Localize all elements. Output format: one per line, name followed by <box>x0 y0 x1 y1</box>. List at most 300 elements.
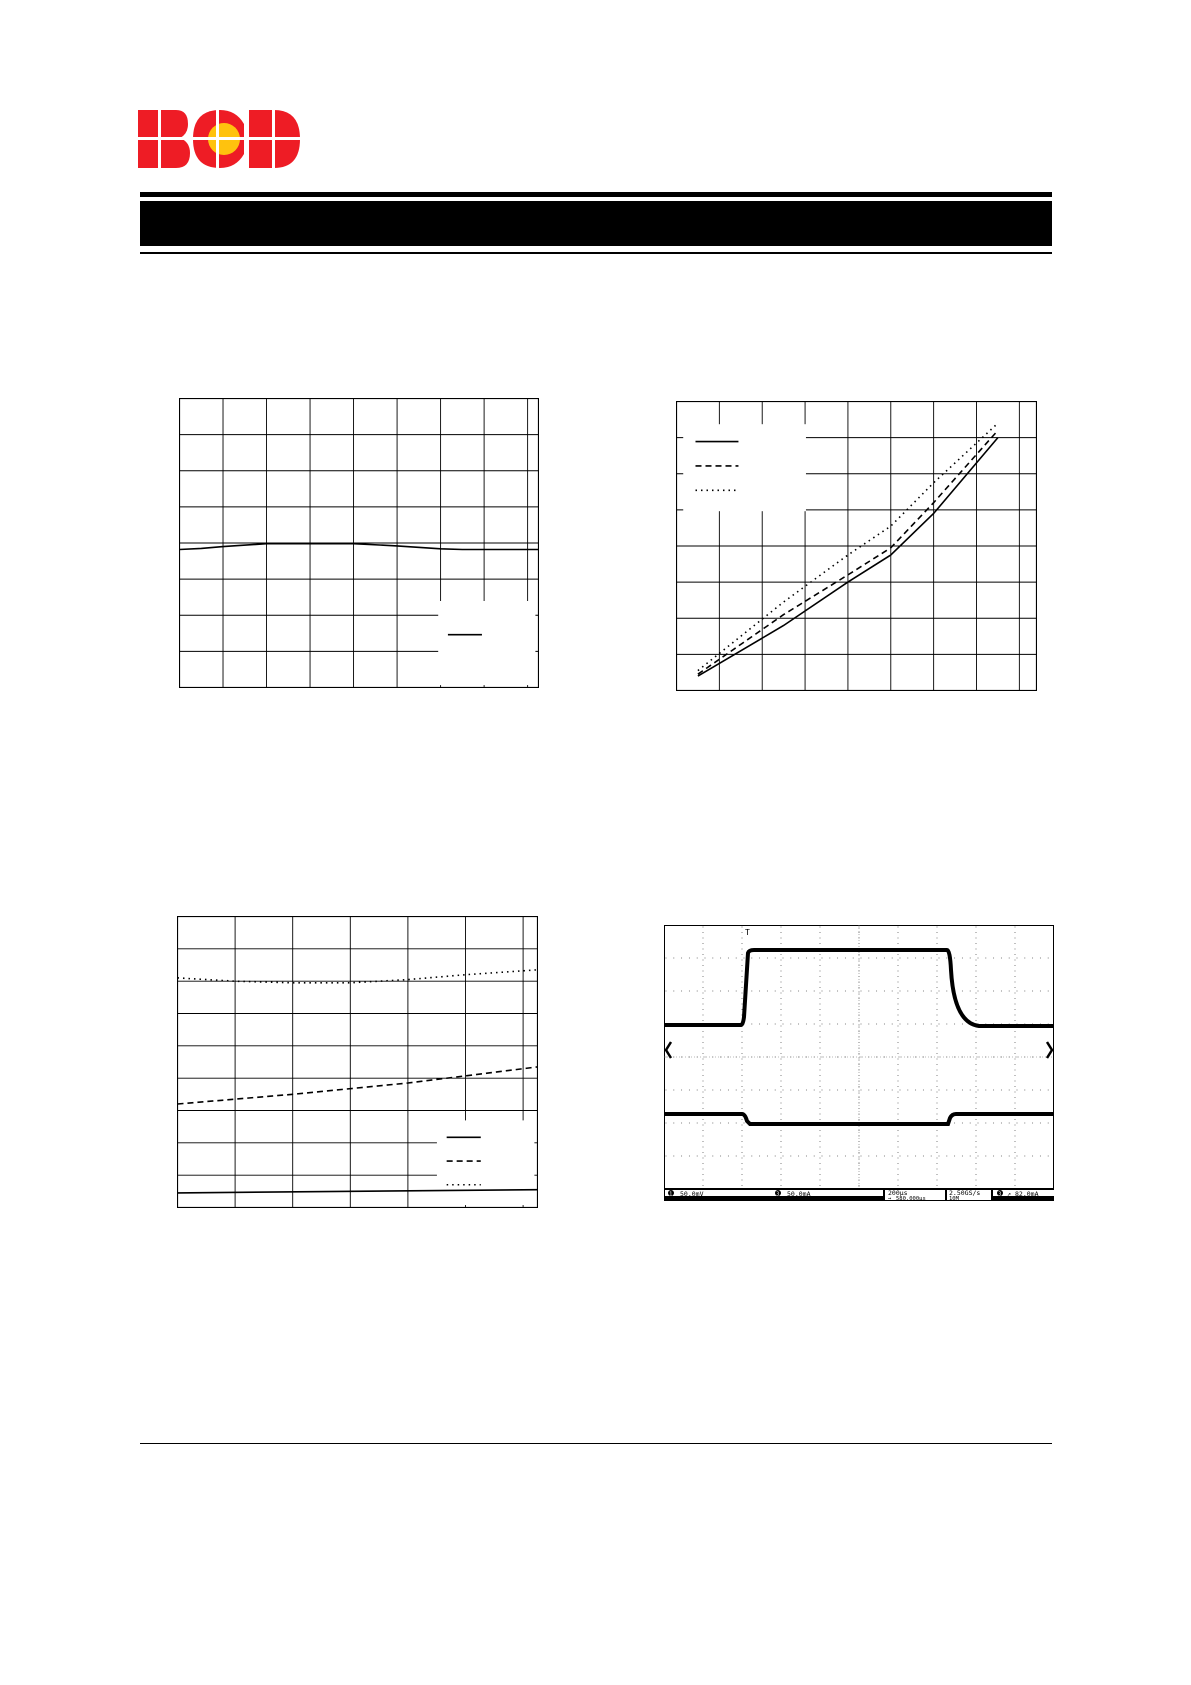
graticule-dot <box>868 958 869 959</box>
graticule-dot <box>937 965 938 966</box>
graticule-dot <box>898 1081 899 1082</box>
graticule-dot <box>898 1152 899 1153</box>
graticule-dot <box>1015 1009 1016 1010</box>
graticule-dot <box>976 1037 977 1038</box>
graticule-dot <box>703 1075 704 1076</box>
graticule-dot <box>742 1042 743 1043</box>
graticule-dot <box>859 1086 860 1087</box>
graticule-dot <box>689 991 690 992</box>
graticule-dot <box>742 1125 743 1126</box>
graticule-dot <box>814 1156 815 1157</box>
graticule-dot <box>937 1185 938 1186</box>
graticule-dot <box>703 1053 704 1054</box>
chart-2 <box>676 401 1037 691</box>
graticule-dot <box>742 943 743 944</box>
graticule-dot <box>820 1037 821 1038</box>
graticule-dot <box>946 1090 947 1091</box>
graticule-dot <box>783 1057 784 1058</box>
graticule-dot <box>703 976 704 977</box>
chart-legend <box>438 601 535 685</box>
scope-trigger-channel: 3 <box>998 1191 1002 1198</box>
graticule-dot <box>820 998 821 999</box>
graticule-dot <box>798 991 799 992</box>
chart-1 <box>179 398 539 688</box>
bcd-logo <box>136 108 302 170</box>
graticule-dot <box>781 1070 782 1071</box>
graticule-dot <box>1024 958 1025 959</box>
graticule-dot <box>939 958 940 959</box>
graticule-dot <box>781 1108 782 1109</box>
graticule-dot <box>1001 1057 1002 1058</box>
graticule-dot <box>790 1024 791 1025</box>
graticule-dot <box>697 1090 698 1091</box>
graticule-dot <box>781 1081 782 1082</box>
graticule-dot <box>937 1119 938 1120</box>
graticule-dot <box>781 1103 782 1104</box>
scope-ch1-scale: 50.0mV <box>680 1189 704 1198</box>
graticule-dot <box>907 1156 908 1157</box>
graticule-dot <box>978 1057 979 1058</box>
graticule-dot <box>985 1090 986 1091</box>
graticule-dot <box>742 1081 743 1082</box>
graticule-dot <box>703 949 704 950</box>
graticule-dot <box>1015 1075 1016 1076</box>
graticule-dot <box>898 1070 899 1071</box>
graticule-dot <box>783 1090 784 1091</box>
graticule-dot <box>876 958 877 959</box>
graticule-dot <box>1015 1136 1016 1137</box>
graticule-dot <box>728 1057 729 1058</box>
graticule-dot <box>781 1141 782 1142</box>
graticule-dot <box>898 954 899 955</box>
graticule-dot <box>976 1020 977 1021</box>
graticule-dot <box>1015 1097 1016 1098</box>
graticule-dot <box>705 1156 706 1157</box>
graticule-dot <box>781 1130 782 1131</box>
chart-3 <box>177 916 538 1208</box>
graticule-dot <box>1017 958 1018 959</box>
graticule-dot <box>820 1015 821 1016</box>
graticule-dot <box>781 927 782 928</box>
graticule-dot <box>837 1024 838 1025</box>
graticule-dot <box>703 1108 704 1109</box>
graticule-dot <box>759 958 760 959</box>
header-banner <box>140 201 1052 246</box>
graticule-dot <box>976 1169 977 1170</box>
graticule-dot <box>806 1156 807 1157</box>
graticule-dot <box>853 1156 854 1157</box>
graticule-dot <box>820 927 821 928</box>
graticule-dot <box>829 1156 830 1157</box>
graticule-dot <box>666 1090 667 1091</box>
graticule-dot <box>937 1059 938 1060</box>
graticule-dot <box>898 1059 899 1060</box>
graticule-dot <box>820 1026 821 1027</box>
graticule-dot <box>820 1020 821 1021</box>
graticule-dot <box>915 1090 916 1091</box>
graticule-dot <box>820 1004 821 1005</box>
graticule-dot <box>923 958 924 959</box>
graticule-dot <box>820 993 821 994</box>
graticule-dot <box>937 1015 938 1016</box>
graticule-dot <box>898 1174 899 1175</box>
graticule-dot <box>742 1108 743 1109</box>
graticule-dot <box>820 976 821 977</box>
graticule-dot <box>976 943 977 944</box>
legend-background <box>438 601 535 685</box>
scope-delay-prefix: → <box>888 1196 892 1201</box>
graticule-dot <box>962 1090 963 1091</box>
scope-delay: 580.000μs <box>896 1196 926 1201</box>
graticule-dot <box>703 1180 704 1181</box>
graticule-dot <box>781 1015 782 1016</box>
scope-ch1-number: 1 <box>669 1191 673 1198</box>
graticule-dot <box>898 1158 899 1159</box>
graticule-dot <box>1017 1057 1018 1058</box>
graticule-dot <box>1032 1123 1033 1124</box>
graticule-dot <box>976 1174 977 1175</box>
graticule-dot <box>898 1075 899 1076</box>
graticule-dot <box>751 1156 752 1157</box>
graticule-dot <box>1017 1123 1018 1124</box>
scope-samplerate: 2.50GS/s <box>949 1189 981 1197</box>
graticule-dot <box>806 1024 807 1025</box>
graticule-dot <box>703 943 704 944</box>
graticule-dot <box>720 1057 721 1058</box>
graticule-dot <box>781 971 782 972</box>
logo-letter-b <box>138 110 190 168</box>
graticule-dot <box>859 1152 860 1153</box>
graticule-dot <box>705 991 706 992</box>
graticule-dot <box>954 1057 955 1058</box>
graticule-dot <box>859 1158 860 1159</box>
graticule-dot <box>781 965 782 966</box>
graticule-dot <box>781 1042 782 1043</box>
graticule-dot <box>931 1024 932 1025</box>
graticule-dot <box>946 1156 947 1157</box>
graticule-dot <box>806 958 807 959</box>
graticule-dot <box>923 991 924 992</box>
graticule-dot <box>820 1059 821 1060</box>
graticule-dot <box>976 954 977 955</box>
scope-trigger-slope: ↗ <box>1007 1189 1011 1198</box>
graticule-dot <box>1015 1059 1016 1060</box>
graticule-dot <box>937 1004 938 1005</box>
graticule-dot <box>781 1004 782 1005</box>
header-rule-top <box>140 192 1052 197</box>
graticule-dot <box>781 954 782 955</box>
graticule-dot <box>1015 993 1016 994</box>
graticule-dot <box>681 1156 682 1157</box>
graticule-dot <box>1015 965 1016 966</box>
graticule-dot <box>937 960 938 961</box>
graticule-dot <box>705 1123 706 1124</box>
graticule-dot <box>898 960 899 961</box>
graticule-dot <box>898 987 899 988</box>
graticule-dot <box>703 971 704 972</box>
graticule-dot <box>976 965 977 966</box>
graticule-dot <box>853 991 854 992</box>
graticule-dot <box>781 932 782 933</box>
graticule-dot <box>751 1024 752 1025</box>
graticule-dot <box>744 1057 745 1058</box>
graticule-dot <box>781 1180 782 1181</box>
graticule-dot <box>937 954 938 955</box>
graticule-dot <box>820 1119 821 1120</box>
graticule-dot <box>1015 1031 1016 1032</box>
graticule-dot <box>705 1057 706 1058</box>
graticule-dot <box>681 1057 682 1058</box>
graticule-dot <box>775 1090 776 1091</box>
graticule-dot <box>946 958 947 959</box>
graticule-dot <box>742 927 743 928</box>
graticule-dot <box>937 1037 938 1038</box>
graticule-dot <box>859 965 860 966</box>
graticule-dot <box>900 1057 901 1058</box>
graticule-dot <box>923 1156 924 1157</box>
graticule-dot <box>744 958 745 959</box>
graticule-dot <box>703 1136 704 1137</box>
graticule-dot <box>781 1119 782 1120</box>
graticule-dot <box>703 1163 704 1164</box>
graticule-dot <box>829 958 830 959</box>
graticule-dot <box>1032 1156 1033 1157</box>
graticule-dot <box>1015 1130 1016 1131</box>
graticule-dot <box>937 1042 938 1043</box>
graticule-dot <box>861 1057 862 1058</box>
graticule-dot <box>976 1092 977 1093</box>
graticule-dot <box>1048 1123 1049 1124</box>
graticule-dot <box>781 1163 782 1164</box>
scope-status-bar <box>664 1189 1054 1201</box>
graticule-dot <box>1015 971 1016 972</box>
graticule-dot <box>1040 1156 1041 1157</box>
graticule-dot <box>898 1064 899 1065</box>
graticule-dot <box>937 1130 938 1131</box>
graticule-dot <box>884 958 885 959</box>
graticule-dot <box>898 1185 899 1186</box>
graticule-dot <box>923 1057 924 1058</box>
graticule-dot <box>937 1031 938 1032</box>
graticule-dot <box>962 958 963 959</box>
graticule-dot <box>861 1024 862 1025</box>
graticule-dot <box>937 1108 938 1109</box>
graticule-dot <box>820 1048 821 1049</box>
graticule-dot <box>907 1024 908 1025</box>
graticule-dot <box>783 991 784 992</box>
graticule-dot <box>976 971 977 972</box>
graticule-dot <box>1048 1090 1049 1091</box>
graticule-dot <box>1015 927 1016 928</box>
graticule-dot <box>898 943 899 944</box>
graticule-dot <box>703 1169 704 1170</box>
chart-legend <box>437 1120 534 1205</box>
graticule-dot <box>703 1015 704 1016</box>
graticule-dot <box>1017 1090 1018 1091</box>
graticule-dot <box>939 1024 940 1025</box>
graticule-dot <box>845 1024 846 1025</box>
graticule-dot <box>703 1174 704 1175</box>
graticule-dot <box>1015 987 1016 988</box>
graticule-dot <box>976 976 977 977</box>
graticule-dot <box>970 1090 971 1091</box>
graticule-dot <box>703 1130 704 1131</box>
scope-record-length: 10M <box>949 1196 959 1201</box>
graticule-dot <box>742 1130 743 1131</box>
graticule-dot <box>993 1123 994 1124</box>
graticule-dot <box>736 1123 737 1124</box>
graticule-dot <box>1017 1156 1018 1157</box>
graticule-dot <box>937 1152 938 1153</box>
oscilloscope-capture <box>664 925 1054 1201</box>
graticule-dot <box>892 958 893 959</box>
graticule-dot <box>946 1024 947 1025</box>
graticule-dot <box>978 1156 979 1157</box>
graticule-dot <box>728 991 729 992</box>
graticule-dot <box>978 1090 979 1091</box>
graticule-dot <box>993 958 994 959</box>
graticule-dot <box>962 1123 963 1124</box>
graticule-dot <box>783 1156 784 1157</box>
graticule-dot <box>859 1053 860 1054</box>
graticule-dot <box>937 1075 938 1076</box>
graticule-dot <box>820 1097 821 1098</box>
graticule-dot <box>742 1037 743 1038</box>
graticule-dot <box>976 1081 977 1082</box>
graticule-dot <box>937 1136 938 1137</box>
graticule-dot <box>1024 1090 1025 1091</box>
graticule-dot <box>697 991 698 992</box>
graticule-dot <box>939 1057 940 1058</box>
graticule-dot <box>781 1020 782 1021</box>
graticule-dot <box>898 993 899 994</box>
graticule-dot <box>703 1042 704 1043</box>
graticule-dot <box>970 1156 971 1157</box>
graticule-dot <box>898 1097 899 1098</box>
graticule-dot <box>1015 1015 1016 1016</box>
graticule-dot <box>868 1156 869 1157</box>
graticule-dot <box>898 1015 899 1016</box>
graticule-dot <box>1015 1169 1016 1170</box>
graticule-dot <box>703 932 704 933</box>
graticule-dot <box>868 1024 869 1025</box>
graticule-dot <box>689 1123 690 1124</box>
graticule-dot <box>907 958 908 959</box>
graticule-dot <box>898 932 899 933</box>
graticule-dot <box>781 1152 782 1153</box>
footer-rule <box>140 1443 1052 1444</box>
graticule-dot <box>1015 1163 1016 1164</box>
graticule-dot <box>884 1090 885 1091</box>
graticule-dot <box>1032 991 1033 992</box>
graticule-dot <box>976 998 977 999</box>
graticule-dot <box>1015 1158 1016 1159</box>
graticule-dot <box>1015 1048 1016 1049</box>
graticule-dot <box>820 1114 821 1115</box>
graticule-dot <box>703 998 704 999</box>
graticule-dot <box>720 958 721 959</box>
graticule-dot <box>923 1090 924 1091</box>
graticule-dot <box>853 1024 854 1025</box>
graticule-dot <box>820 1064 821 1065</box>
graticule-dot <box>876 1057 877 1058</box>
graticule-dot <box>712 991 713 992</box>
graticule-dot <box>767 1024 768 1025</box>
graticule-dot <box>976 938 977 939</box>
graticule-dot <box>1040 991 1041 992</box>
graticule-dot <box>985 991 986 992</box>
graticule-dot <box>820 960 821 961</box>
graticule-dot <box>742 1174 743 1175</box>
graticule-dot <box>993 1057 994 1058</box>
scope-ch3-scale: 50.0mA <box>787 1189 811 1198</box>
graticule-dot <box>1032 958 1033 959</box>
graticule-dot <box>705 1090 706 1091</box>
graticule-dot <box>859 1059 860 1060</box>
graticule-dot <box>759 1024 760 1025</box>
graticule-dot <box>822 1024 823 1025</box>
graticule-dot <box>970 958 971 959</box>
graticule-dot <box>898 1026 899 1027</box>
graticule-dot <box>781 1031 782 1032</box>
graticule-dot <box>861 958 862 959</box>
graticule-dot <box>837 1156 838 1157</box>
graticule-dot <box>1009 1156 1010 1157</box>
graticule-dot <box>859 1064 860 1065</box>
graticule-dot <box>697 1156 698 1157</box>
graticule-dot <box>1032 1057 1033 1058</box>
graticule-dot <box>1048 1156 1049 1157</box>
graticule-dot <box>712 1090 713 1091</box>
graticule-dot <box>742 971 743 972</box>
graticule-dot <box>976 1009 977 1010</box>
graticule-dot <box>822 1057 823 1058</box>
graticule-dot <box>703 954 704 955</box>
graticule-dot <box>898 1053 899 1054</box>
graticule-dot <box>728 1123 729 1124</box>
graticule-dot <box>703 1158 704 1159</box>
graticule-dot <box>837 991 838 992</box>
graticule-dot <box>937 987 938 988</box>
graticule-dot <box>820 954 821 955</box>
graticule-dot <box>781 960 782 961</box>
graticule-dot <box>666 1123 667 1124</box>
graticule-dot <box>1040 1123 1041 1124</box>
graticule-dot <box>775 1024 776 1025</box>
graticule-dot <box>937 1114 938 1115</box>
graticule-dot <box>728 1090 729 1091</box>
graticule-dot <box>820 1147 821 1148</box>
graticule-dot <box>900 958 901 959</box>
graticule-dot <box>915 1057 916 1058</box>
graticule-dot <box>845 1156 846 1157</box>
graticule-dot <box>859 1031 860 1032</box>
graticule-dot <box>783 958 784 959</box>
graticule-dot <box>868 1090 869 1091</box>
graticule-dot <box>892 1090 893 1091</box>
graticule-dot <box>703 1031 704 1032</box>
graticule-dot <box>781 1037 782 1038</box>
graticule-dot <box>759 1057 760 1058</box>
graticule-dot <box>898 1119 899 1120</box>
graticule-dot <box>820 1092 821 1093</box>
graticule-dot <box>937 1174 938 1175</box>
graticule-dot <box>837 958 838 959</box>
graticule-dot <box>898 1042 899 1043</box>
graticule-dot <box>898 976 899 977</box>
graticule-dot <box>742 1053 743 1054</box>
graticule-dot <box>962 1156 963 1157</box>
